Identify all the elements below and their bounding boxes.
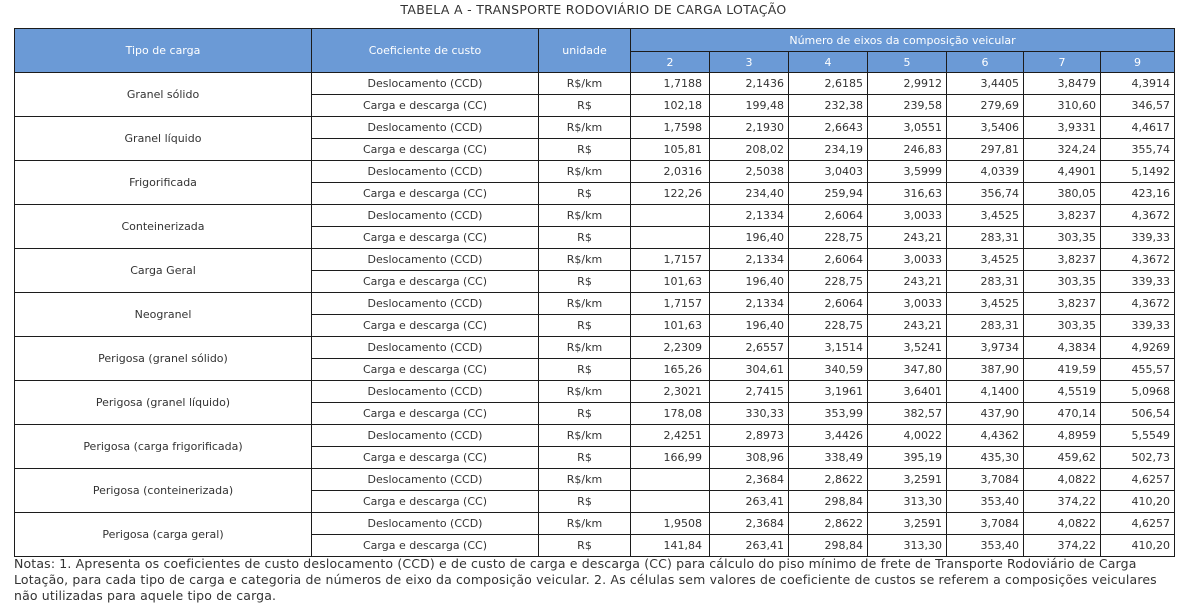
- unit-cell: R$/km: [539, 425, 631, 447]
- value-cell-axle-2: 141,84: [631, 535, 710, 557]
- unit-cell: R$/km: [539, 117, 631, 139]
- value-cell-axle-2: [631, 469, 710, 491]
- value-cell-axle-5: 246,83: [868, 139, 947, 161]
- value-cell-axle-9: 4,4617: [1101, 117, 1175, 139]
- unit-cell: R$: [539, 227, 631, 249]
- unit-cell: R$/km: [539, 513, 631, 535]
- cargo-type-cell: Granel líquido: [15, 117, 312, 161]
- value-cell-axle-5: 243,21: [868, 227, 947, 249]
- value-cell-axle-7: 419,59: [1024, 359, 1101, 381]
- value-cell-axle-3: 2,8973: [710, 425, 789, 447]
- unit-cell: R$: [539, 315, 631, 337]
- header-tipo-de-carga: Tipo de carga: [15, 29, 312, 73]
- value-cell-axle-6: 437,90: [947, 403, 1024, 425]
- value-cell-axle-9: 5,0968: [1101, 381, 1175, 403]
- value-cell-axle-7: 303,35: [1024, 315, 1101, 337]
- value-cell-axle-4: 340,59: [789, 359, 868, 381]
- value-cell-axle-6: 279,69: [947, 95, 1024, 117]
- value-cell-axle-2: 1,7157: [631, 293, 710, 315]
- value-cell-axle-5: 3,0551: [868, 117, 947, 139]
- value-cell-axle-4: 232,38: [789, 95, 868, 117]
- header-axle-2: 2: [631, 52, 710, 73]
- value-cell-axle-6: 3,9734: [947, 337, 1024, 359]
- value-cell-axle-2: [631, 227, 710, 249]
- value-cell-axle-9: 4,6257: [1101, 513, 1175, 535]
- cargo-type-cell: Perigosa (carga geral): [15, 513, 312, 557]
- value-cell-axle-6: 283,31: [947, 227, 1024, 249]
- cargo-type-cell: Perigosa (granel líquido): [15, 381, 312, 425]
- value-cell-axle-7: 3,8237: [1024, 249, 1101, 271]
- value-cell-axle-2: 178,08: [631, 403, 710, 425]
- cargo-type-cell: Carga Geral: [15, 249, 312, 293]
- value-cell-axle-7: 4,0822: [1024, 469, 1101, 491]
- value-cell-axle-2: 102,18: [631, 95, 710, 117]
- value-cell-axle-6: 3,7084: [947, 513, 1024, 535]
- value-cell-axle-2: [631, 491, 710, 513]
- coefficient-cell: Carga e descarga (CC): [312, 183, 539, 205]
- value-cell-axle-9: 4,3672: [1101, 205, 1175, 227]
- header-axle-3: 3: [710, 52, 789, 73]
- table-row: [15, 381, 1175, 403]
- value-cell-axle-6: 3,5406: [947, 117, 1024, 139]
- table-row: [15, 73, 1175, 95]
- header-axle-6: 6: [947, 52, 1024, 73]
- table-row: [15, 293, 1175, 315]
- coefficient-cell: Carga e descarga (CC): [312, 403, 539, 425]
- value-cell-axle-9: 346,57: [1101, 95, 1175, 117]
- value-cell-axle-9: 455,57: [1101, 359, 1175, 381]
- value-cell-axle-9: 502,73: [1101, 447, 1175, 469]
- table-title: TABELA A - TRANSPORTE RODOVIÁRIO DE CARGA LOTAÇÃO: [400, 2, 787, 17]
- cargo-type-cell: Frigorificada: [15, 161, 312, 205]
- coefficient-cell: Carga e descarga (CC): [312, 535, 539, 557]
- value-cell-axle-4: 338,49: [789, 447, 868, 469]
- value-cell-axle-5: 3,0033: [868, 205, 947, 227]
- coefficient-cell: Carga e descarga (CC): [312, 359, 539, 381]
- value-cell-axle-5: 3,2591: [868, 513, 947, 535]
- coefficient-cell: Carga e descarga (CC): [312, 227, 539, 249]
- value-cell-axle-6: 356,74: [947, 183, 1024, 205]
- value-cell-axle-4: 3,1514: [789, 337, 868, 359]
- value-cell-axle-3: 2,1334: [710, 249, 789, 271]
- value-cell-axle-5: 313,30: [868, 491, 947, 513]
- unit-cell: R$: [539, 359, 631, 381]
- value-cell-axle-2: 1,7598: [631, 117, 710, 139]
- value-cell-axle-5: 382,57: [868, 403, 947, 425]
- coefficient-cell: Deslocamento (CCD): [312, 249, 539, 271]
- value-cell-axle-3: 196,40: [710, 271, 789, 293]
- value-cell-axle-6: 4,0339: [947, 161, 1024, 183]
- value-cell-axle-2: 2,3021: [631, 381, 710, 403]
- unit-cell: R$/km: [539, 73, 631, 95]
- value-cell-axle-9: 4,6257: [1101, 469, 1175, 491]
- value-cell-axle-9: 4,3672: [1101, 293, 1175, 315]
- value-cell-axle-6: 283,31: [947, 271, 1024, 293]
- value-cell-axle-3: 2,5038: [710, 161, 789, 183]
- header-numero-eixos: Número de eixos da composição veicular: [631, 29, 1175, 52]
- coefficient-cell: Carga e descarga (CC): [312, 95, 539, 117]
- value-cell-axle-7: 3,8237: [1024, 205, 1101, 227]
- table-row: [15, 513, 1175, 535]
- coefficient-cell: Carga e descarga (CC): [312, 491, 539, 513]
- value-cell-axle-6: 3,4525: [947, 293, 1024, 315]
- value-cell-axle-6: 435,30: [947, 447, 1024, 469]
- value-cell-axle-6: 387,90: [947, 359, 1024, 381]
- value-cell-axle-4: 2,8622: [789, 469, 868, 491]
- value-cell-axle-3: 199,48: [710, 95, 789, 117]
- value-cell-axle-3: 234,40: [710, 183, 789, 205]
- value-cell-axle-4: 2,6064: [789, 293, 868, 315]
- value-cell-axle-4: 2,6064: [789, 205, 868, 227]
- value-cell-axle-4: 234,19: [789, 139, 868, 161]
- value-cell-axle-7: 4,8959: [1024, 425, 1101, 447]
- unit-cell: R$/km: [539, 161, 631, 183]
- unit-cell: R$: [539, 95, 631, 117]
- notes: Notas: 1. Apresenta os coeficientes de custo deslocamento (CCD) e de custo de carga e descarga (CC) para cálculo do piso mínimo de frete de Transporte Rodoviário de Carga Lotação, para cada tipo de carga e categoria de números de eixo da composição veicular. 2. As células sem valores de coeficiente de custos se referem a composições veiculares não utilizadas para aquele tipo de carga.: [14, 556, 1157, 603]
- value-cell-axle-4: 2,6185: [789, 73, 868, 95]
- coefficient-cell: Deslocamento (CCD): [312, 513, 539, 535]
- value-cell-axle-7: 310,60: [1024, 95, 1101, 117]
- value-cell-axle-7: 3,8479: [1024, 73, 1101, 95]
- unit-cell: R$: [539, 403, 631, 425]
- value-cell-axle-3: 2,1930: [710, 117, 789, 139]
- value-cell-axle-5: 395,19: [868, 447, 947, 469]
- value-cell-axle-6: 283,31: [947, 315, 1024, 337]
- value-cell-axle-9: 355,74: [1101, 139, 1175, 161]
- cargo-type-cell: Perigosa (carga frigorificada): [15, 425, 312, 469]
- value-cell-axle-9: 5,5549: [1101, 425, 1175, 447]
- value-cell-axle-2: 166,99: [631, 447, 710, 469]
- header-axle-7: 7: [1024, 52, 1101, 73]
- value-cell-axle-9: 506,54: [1101, 403, 1175, 425]
- value-cell-axle-7: 459,62: [1024, 447, 1101, 469]
- value-cell-axle-2: 2,4251: [631, 425, 710, 447]
- value-cell-axle-4: 298,84: [789, 535, 868, 557]
- value-cell-axle-6: 353,40: [947, 491, 1024, 513]
- value-cell-axle-9: 5,1492: [1101, 161, 1175, 183]
- header-axle-4: 4: [789, 52, 868, 73]
- table-row: [15, 425, 1175, 447]
- value-cell-axle-4: 3,1961: [789, 381, 868, 403]
- value-cell-axle-6: 4,4362: [947, 425, 1024, 447]
- value-cell-axle-3: 2,7415: [710, 381, 789, 403]
- value-cell-axle-2: 1,7157: [631, 249, 710, 271]
- value-cell-axle-5: 3,5241: [868, 337, 947, 359]
- value-cell-axle-2: 2,2309: [631, 337, 710, 359]
- value-cell-axle-2: 165,26: [631, 359, 710, 381]
- table-row: [15, 117, 1175, 139]
- coefficient-cell: Deslocamento (CCD): [312, 205, 539, 227]
- value-cell-axle-7: 4,4901: [1024, 161, 1101, 183]
- value-cell-axle-9: 423,16: [1101, 183, 1175, 205]
- coefficient-cell: Deslocamento (CCD): [312, 425, 539, 447]
- value-cell-axle-2: 101,63: [631, 271, 710, 293]
- value-cell-axle-9: 339,33: [1101, 315, 1175, 337]
- table-row: [15, 337, 1175, 359]
- value-cell-axle-3: 196,40: [710, 227, 789, 249]
- coefficient-cell: Deslocamento (CCD): [312, 117, 539, 139]
- value-cell-axle-4: 228,75: [789, 271, 868, 293]
- value-cell-axle-7: 3,8237: [1024, 293, 1101, 315]
- header-axle-9: 9: [1101, 52, 1175, 73]
- value-cell-axle-3: 2,3684: [710, 469, 789, 491]
- value-cell-axle-7: 4,0822: [1024, 513, 1101, 535]
- value-cell-axle-4: 298,84: [789, 491, 868, 513]
- value-cell-axle-9: 4,3672: [1101, 249, 1175, 271]
- value-cell-axle-7: 3,9331: [1024, 117, 1101, 139]
- value-cell-axle-5: 243,21: [868, 315, 947, 337]
- unit-cell: R$/km: [539, 381, 631, 403]
- value-cell-axle-2: 101,63: [631, 315, 710, 337]
- value-cell-axle-9: 339,33: [1101, 227, 1175, 249]
- unit-cell: R$/km: [539, 469, 631, 491]
- value-cell-axle-5: 3,0033: [868, 293, 947, 315]
- value-cell-axle-7: 4,5519: [1024, 381, 1101, 403]
- coefficient-cell: Deslocamento (CCD): [312, 381, 539, 403]
- value-cell-axle-7: 470,14: [1024, 403, 1101, 425]
- value-cell-axle-6: 3,4405: [947, 73, 1024, 95]
- freight-coefficient-table: [14, 28, 1175, 557]
- value-cell-axle-5: 316,63: [868, 183, 947, 205]
- unit-cell: R$: [539, 447, 631, 469]
- value-cell-axle-6: 3,4525: [947, 249, 1024, 271]
- value-cell-axle-2: 1,9508: [631, 513, 710, 535]
- table-row: [15, 161, 1175, 183]
- value-cell-axle-7: 374,22: [1024, 535, 1101, 557]
- value-cell-axle-9: 4,3914: [1101, 73, 1175, 95]
- value-cell-axle-7: 374,22: [1024, 491, 1101, 513]
- value-cell-axle-3: 263,41: [710, 491, 789, 513]
- table-row: [15, 205, 1175, 227]
- cargo-type-cell: Perigosa (conteinerizada): [15, 469, 312, 513]
- unit-cell: R$/km: [539, 205, 631, 227]
- value-cell-axle-5: 3,2591: [868, 469, 947, 491]
- value-cell-axle-4: 228,75: [789, 315, 868, 337]
- value-cell-axle-6: 3,4525: [947, 205, 1024, 227]
- value-cell-axle-3: 2,3684: [710, 513, 789, 535]
- value-cell-axle-5: 2,9912: [868, 73, 947, 95]
- unit-cell: R$: [539, 535, 631, 557]
- value-cell-axle-3: 2,1334: [710, 293, 789, 315]
- value-cell-axle-7: 380,05: [1024, 183, 1101, 205]
- coefficient-cell: Deslocamento (CCD): [312, 293, 539, 315]
- coefficient-cell: Carga e descarga (CC): [312, 271, 539, 293]
- table-row: [15, 249, 1175, 271]
- value-cell-axle-3: 2,6557: [710, 337, 789, 359]
- value-cell-axle-2: 1,7188: [631, 73, 710, 95]
- unit-cell: R$/km: [539, 249, 631, 271]
- value-cell-axle-2: 122,26: [631, 183, 710, 205]
- table-row: [15, 469, 1175, 491]
- value-cell-axle-5: 239,58: [868, 95, 947, 117]
- coefficient-cell: Deslocamento (CCD): [312, 337, 539, 359]
- value-cell-axle-3: 2,1334: [710, 205, 789, 227]
- cargo-type-cell: Neogranel: [15, 293, 312, 337]
- header-axle-5: 5: [868, 52, 947, 73]
- value-cell-axle-5: 3,5999: [868, 161, 947, 183]
- value-cell-axle-9: 410,20: [1101, 491, 1175, 513]
- value-cell-axle-3: 208,02: [710, 139, 789, 161]
- coefficient-cell: Carga e descarga (CC): [312, 139, 539, 161]
- value-cell-axle-7: 303,35: [1024, 227, 1101, 249]
- value-cell-axle-6: 297,81: [947, 139, 1024, 161]
- coefficient-cell: Deslocamento (CCD): [312, 73, 539, 95]
- value-cell-axle-4: 353,99: [789, 403, 868, 425]
- value-cell-axle-3: 308,96: [710, 447, 789, 469]
- value-cell-axle-7: 324,24: [1024, 139, 1101, 161]
- unit-cell: R$: [539, 271, 631, 293]
- unit-cell: R$: [539, 183, 631, 205]
- unit-cell: R$/km: [539, 293, 631, 315]
- unit-cell: R$: [539, 491, 631, 513]
- coefficient-cell: Carga e descarga (CC): [312, 447, 539, 469]
- value-cell-axle-5: 3,0033: [868, 249, 947, 271]
- value-cell-axle-5: 243,21: [868, 271, 947, 293]
- value-cell-axle-4: 3,4426: [789, 425, 868, 447]
- value-cell-axle-3: 2,1436: [710, 73, 789, 95]
- value-cell-axle-4: 2,8622: [789, 513, 868, 535]
- unit-cell: R$/km: [539, 337, 631, 359]
- value-cell-axle-7: 303,35: [1024, 271, 1101, 293]
- value-cell-axle-2: [631, 205, 710, 227]
- value-cell-axle-4: 3,0403: [789, 161, 868, 183]
- value-cell-axle-9: 410,20: [1101, 535, 1175, 557]
- value-cell-axle-5: 313,30: [868, 535, 947, 557]
- value-cell-axle-3: 263,41: [710, 535, 789, 557]
- value-cell-axle-4: 259,94: [789, 183, 868, 205]
- value-cell-axle-6: 4,1400: [947, 381, 1024, 403]
- value-cell-axle-4: 2,6643: [789, 117, 868, 139]
- value-cell-axle-2: 105,81: [631, 139, 710, 161]
- coefficient-cell: Deslocamento (CCD): [312, 469, 539, 491]
- value-cell-axle-6: 3,7084: [947, 469, 1024, 491]
- value-cell-axle-4: 2,6064: [789, 249, 868, 271]
- value-cell-axle-3: 304,61: [710, 359, 789, 381]
- cargo-type-cell: Conteinerizada: [15, 205, 312, 249]
- value-cell-axle-5: 347,80: [868, 359, 947, 381]
- value-cell-axle-7: 4,3834: [1024, 337, 1101, 359]
- value-cell-axle-4: 228,75: [789, 227, 868, 249]
- value-cell-axle-9: 4,9269: [1101, 337, 1175, 359]
- header-coeficiente: Coeficiente de custo: [312, 29, 539, 73]
- coefficient-cell: Carga e descarga (CC): [312, 315, 539, 337]
- cargo-type-cell: Granel sólido: [15, 73, 312, 117]
- value-cell-axle-6: 353,40: [947, 535, 1024, 557]
- coefficient-cell: Deslocamento (CCD): [312, 161, 539, 183]
- value-cell-axle-5: 4,0022: [868, 425, 947, 447]
- value-cell-axle-3: 330,33: [710, 403, 789, 425]
- cargo-type-cell: Perigosa (granel sólido): [15, 337, 312, 381]
- header-unidade: unidade: [539, 29, 631, 73]
- unit-cell: R$: [539, 139, 631, 161]
- value-cell-axle-9: 339,33: [1101, 271, 1175, 293]
- value-cell-axle-3: 196,40: [710, 315, 789, 337]
- value-cell-axle-5: 3,6401: [868, 381, 947, 403]
- value-cell-axle-2: 2,0316: [631, 161, 710, 183]
